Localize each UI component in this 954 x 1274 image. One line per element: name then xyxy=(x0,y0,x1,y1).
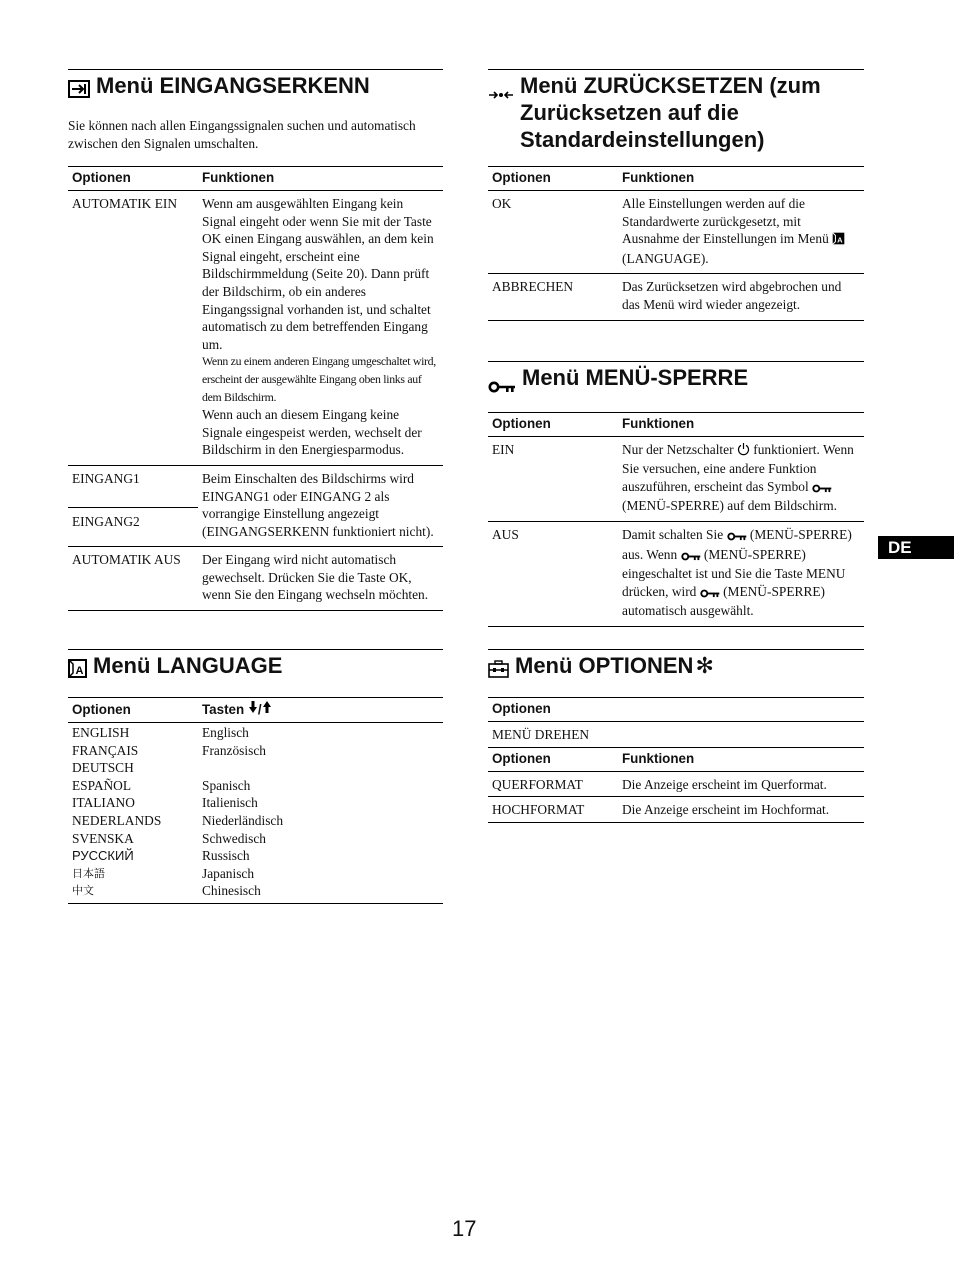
toolbox-icon xyxy=(488,657,509,684)
heading-text: Menü OPTIONEN xyxy=(515,652,694,678)
heading-eingangserkenn xyxy=(68,70,443,104)
table-row xyxy=(488,191,864,274)
function-text: (LANGUAGE). xyxy=(622,250,709,266)
language-table xyxy=(68,697,443,904)
reset-icon xyxy=(488,80,514,107)
header-text: Tasten xyxy=(202,702,245,718)
arrow-up-icon xyxy=(262,702,272,717)
table-row xyxy=(488,721,864,747)
section-eingangserkenn xyxy=(68,69,443,611)
table-row xyxy=(488,771,864,797)
heading-text: Menü LANGUAGE xyxy=(93,653,283,679)
language-icon xyxy=(68,657,87,684)
arrow-separator: / xyxy=(257,702,262,718)
list-item: 日本語 xyxy=(72,866,105,880)
eingang-table xyxy=(68,166,443,611)
option-eingang2: EINGANG2 xyxy=(72,513,140,529)
svg-text:A: A xyxy=(837,235,843,245)
table-row xyxy=(68,191,443,466)
function-text: (MENÜ-SPERRE) automatisch ausgewählt. xyxy=(622,583,826,619)
col-header-optionen: Optionen xyxy=(68,698,198,723)
section-optionen xyxy=(488,649,864,823)
function-text: Beim Einschalten des Bildschirms wird EINGANG1 oder EINGANG 2 als vorrangige Einstellung angezeigt (EINGANGSERKENN funktioniert nicht). xyxy=(198,465,443,546)
table-row xyxy=(488,274,864,320)
list-item: 中文 xyxy=(72,884,94,898)
language-icon xyxy=(832,232,845,250)
col-header-optionen: Optionen xyxy=(488,412,618,436)
col-header-funktionen: Funktionen xyxy=(198,167,443,191)
list-item: Chinesisch xyxy=(202,883,261,899)
intro-text: Sie können nach allen Eingangssignalen suchen und automatisch zwischen den Signalen umschalten. xyxy=(68,118,416,151)
col-header-funktionen: Funktionen xyxy=(618,167,864,191)
option-hochformat: HOCHFORMAT xyxy=(488,797,618,823)
list-item: Japanisch xyxy=(202,865,255,881)
heading-text: Menü MENÜ-SPERRE xyxy=(522,364,749,390)
option-querformat: QUERFORMAT xyxy=(492,776,583,792)
heading-language xyxy=(68,650,443,684)
key-icon xyxy=(488,372,516,399)
key-icon xyxy=(681,548,701,566)
key-icon xyxy=(812,480,832,498)
optionen-table xyxy=(488,697,864,823)
function-text: Der Eingang wird nicht automatisch gewechselt. Drücken Sie die Taste OK, wenn Sie den Eingang wechseln möchten. xyxy=(198,547,443,611)
table-row xyxy=(488,521,864,626)
list-item: Französisch xyxy=(202,742,266,758)
list-item: РУССКИЙ xyxy=(72,848,134,864)
col-header-optionen: Optionen xyxy=(68,167,198,191)
list-item: Russisch xyxy=(202,848,250,864)
heading-optionen xyxy=(488,650,864,684)
option-ok: OK xyxy=(492,196,512,211)
function-text: Das Zurücksetzen wird abgebrochen und das Menü wird wieder angezeigt. xyxy=(618,274,864,320)
function-text: (MENÜ-SPERRE) eingeschaltet ist und Sie die Taste MENU drücken, wird xyxy=(622,546,846,599)
table-row xyxy=(68,547,443,611)
list-item: Niederländisch xyxy=(202,813,284,829)
list-item: DEUTSCH xyxy=(72,760,134,776)
option-cell xyxy=(68,465,198,546)
language-side-tab: DE xyxy=(878,536,954,559)
option-abbrechen: ABBRECHEN xyxy=(488,274,618,320)
section-menu-lock xyxy=(488,361,864,627)
option-automatik-ein: AUTOMATIK EIN xyxy=(72,196,178,211)
lock-table xyxy=(488,412,864,627)
col-header-funktionen: Funktionen xyxy=(618,412,864,436)
language-values xyxy=(198,723,443,904)
list-item: SVENSKA xyxy=(72,830,134,846)
table-row xyxy=(488,797,864,823)
function-text: Wenn am ausgewählten Eingang kein Signal eingeht oder wenn Sie mit der Taste OK einen Eingang auswählen, an dem kein Signal eingeht, erscheint eine Bildschirmmeldung (Seite 20). Dann prüft der Bildschirm, ob ein anderes Eingangssignal vorhanden ist, und schaltet automatisch zu dem betreffenden Eingang um. xyxy=(202,196,434,352)
function-text: Alle Einstellungen werden auf die Standardwerte zurückgesetzt, mit Ausnahme der Einstellungen im Menü xyxy=(622,196,829,247)
function-text: Damit schalten Sie xyxy=(622,526,724,542)
function-text: (MENÜ-SPERRE) aus. Wenn xyxy=(622,526,852,562)
language-list xyxy=(68,723,443,904)
list-item: Italienisch xyxy=(202,795,258,811)
col-header-funktionen: Funktionen xyxy=(618,747,864,771)
page-number: 17 xyxy=(452,1216,477,1241)
function-cell xyxy=(618,521,864,626)
list-item: NEDERLANDS xyxy=(72,813,162,829)
function-text: funktioniert. Wenn Sie versuchen, eine andere Funktion auszuführen, erscheint das Symbol xyxy=(622,441,854,494)
list-item: Spanisch xyxy=(202,777,251,793)
heading-text: Menü ZURÜCKSETZEN (zum Zurücksetzen auf die Standardeinstellungen) xyxy=(520,73,821,152)
option-ein: EIN xyxy=(492,441,515,457)
list-item: FRANÇAIS xyxy=(72,742,139,758)
section-language xyxy=(68,649,443,904)
table-row xyxy=(68,465,443,546)
list-item: Englisch xyxy=(202,725,249,741)
asterisk-mark: ✻ xyxy=(695,652,714,678)
option-aus: AUS xyxy=(488,521,618,626)
option-eingang1: EINGANG1 xyxy=(68,466,198,508)
list-item: Schwedisch xyxy=(202,830,266,846)
option-automatik-aus: AUTOMATIK AUS xyxy=(68,547,198,611)
section-reset xyxy=(488,69,864,321)
list-item: ESPAÑOL xyxy=(72,777,132,793)
function-text: Die Anzeige erscheint im Querformat. xyxy=(622,776,827,792)
function-cell xyxy=(618,191,864,274)
heading-text: Menü EINGANGSERKENN xyxy=(96,73,370,98)
function-text: Die Anzeige erscheint im Hochformat. xyxy=(618,797,864,823)
key-icon xyxy=(727,528,747,546)
heading-reset xyxy=(488,70,864,153)
function-cell xyxy=(618,436,864,521)
list-item xyxy=(202,759,439,777)
input-select-icon xyxy=(68,77,90,104)
function-text: (MENÜ-SPERRE) auf dem Bildschirm. xyxy=(622,498,837,514)
col-header-optionen: Optionen xyxy=(488,747,618,771)
reset-table xyxy=(488,166,864,321)
power-icon xyxy=(737,442,750,461)
option-menu-drehen: MENÜ DREHEN xyxy=(492,726,590,742)
function-text: Wenn auch an diesem Eingang keine Signale eingespeist werden, wechselt der Bildschirm in den Energiesparmodus. xyxy=(202,407,422,458)
table-row xyxy=(488,436,864,521)
language-options xyxy=(68,723,198,904)
list-item: ITALIANO xyxy=(72,795,135,811)
svg-text:A: A xyxy=(75,665,84,678)
heading-menu-lock xyxy=(488,362,864,399)
function-cell xyxy=(198,191,443,466)
col-header-optionen: Optionen xyxy=(488,167,618,191)
key-icon xyxy=(700,585,720,603)
function-note: Wenn zu einem anderen Eingang umgeschaltet wird, erscheint der ausgewählte Eingang oben links auf dem Bildschirm. xyxy=(202,354,436,404)
arrow-down-icon xyxy=(248,702,258,717)
col-header-tasten xyxy=(198,698,443,723)
list-item: ENGLISH xyxy=(72,725,130,741)
col-header-optionen: Optionen xyxy=(488,697,864,721)
function-text: Nur der Netzschalter xyxy=(622,441,734,457)
